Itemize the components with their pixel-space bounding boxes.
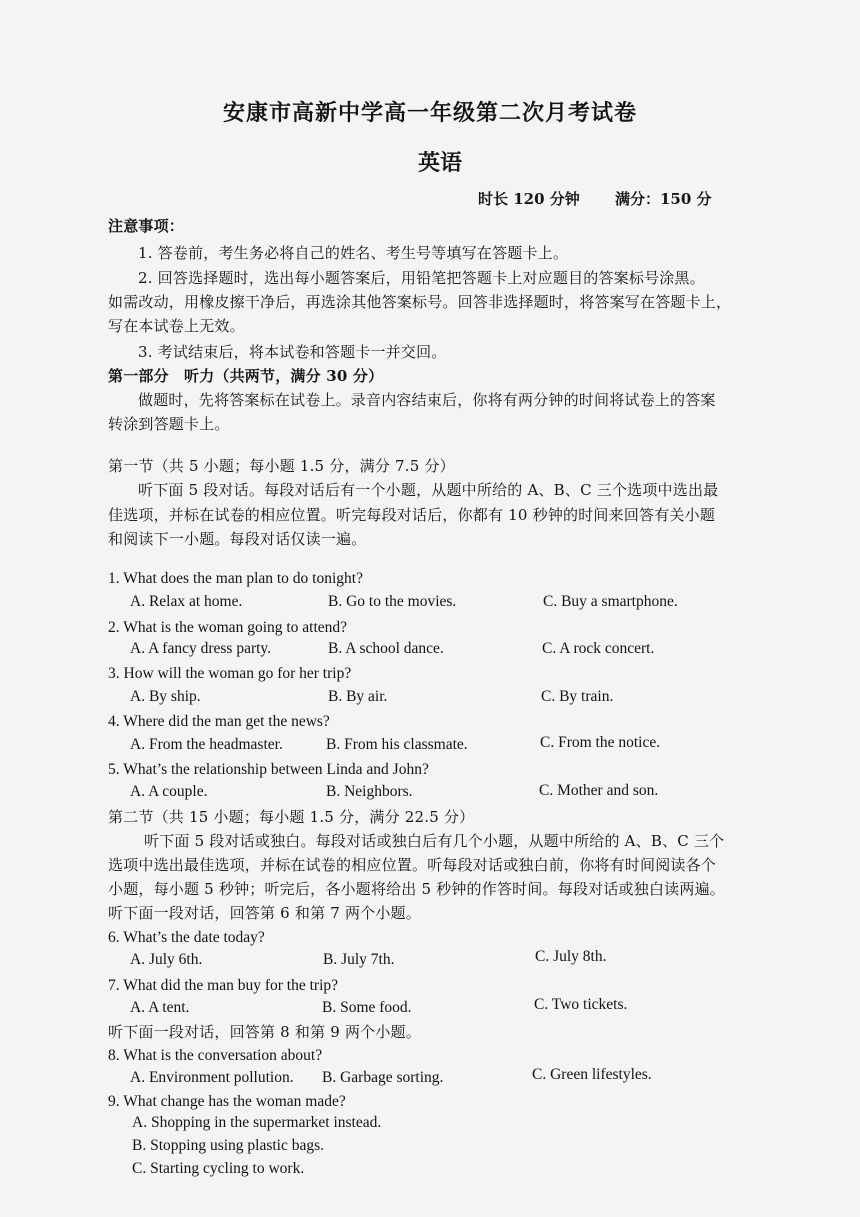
section2-instr-line-1: 听下面 5 段对话或独白。每段对话或独白后有几个小题，从题中所给的 A、B、C 三个 xyxy=(144,832,725,850)
q3-option-c: C. By train. xyxy=(541,688,614,705)
q6-option-c: C. July 8th. xyxy=(535,948,607,965)
section2-heading: 第二节（共 15 小题；每小题 1.5 分，满分 22.5 分） xyxy=(108,808,475,826)
question-6: 6. What’s the date today? xyxy=(108,929,265,946)
q9-option-b: B. Stopping using plastic bags. xyxy=(132,1137,325,1154)
q8-option-c: C. Green lifestyles. xyxy=(532,1066,652,1083)
question-1: 1. What does the man plan to do tonight? xyxy=(108,570,363,587)
q6-option-a: A. July 6th. xyxy=(130,951,203,968)
q4-option-b: B. From his classmate. xyxy=(326,736,468,753)
q4-option-c: C. From the notice. xyxy=(540,734,661,751)
q3-option-a: A. By ship. xyxy=(130,688,201,705)
exam-full-score: 满分：150 分 xyxy=(615,190,712,208)
q1-option-a: A. Relax at home. xyxy=(130,593,243,610)
part1-heading: 第一部分 听力（共两节，满分 30 分） xyxy=(108,367,384,385)
exam-meta xyxy=(478,188,712,209)
question-5: 5. What’s the relationship between Linda and John? xyxy=(108,761,429,778)
q7-option-c: C. Two tickets. xyxy=(534,996,628,1013)
exam-duration: 时长 120 分钟 xyxy=(478,190,580,208)
q7-option-a: A. A tent. xyxy=(130,999,190,1016)
question-7: 7. What did the man buy for the trip? xyxy=(108,977,339,994)
part1-intro-line-2: 转涂到答题卡上。 xyxy=(108,415,230,433)
q1-option-c: C. Buy a smartphone. xyxy=(543,593,678,610)
q3-option-b: B. By air. xyxy=(328,688,388,705)
q2-option-b: B. A school dance. xyxy=(328,640,444,657)
q8-option-b: B. Garbage sorting. xyxy=(322,1069,444,1086)
question-3: 3. How will the woman go for her trip? xyxy=(108,665,352,682)
q5-option-a: A. A couple. xyxy=(130,783,208,800)
part1-intro-line-1: 做题时，先将答案标在试卷上。录音内容结束后，你将有两分钟的时间将试卷上的答案 xyxy=(138,391,716,409)
section2-instr-line-3: 小题，每小题 5 秒钟；听完后，各小题将给出 5 秒钟的作答时间。每段对话或独白读两遍。 xyxy=(108,880,725,898)
subject-title: 英语 xyxy=(417,150,462,176)
section2-instr-line-4: 听下面一段对话，回答第 6 和第 7 两个小题。 xyxy=(108,904,421,922)
notes-item-3: 3. 考试结束后，将本试卷和答题卡一并交回。 xyxy=(138,343,447,361)
exam-title: 安康市高新中学高一年级第二次月考试卷 xyxy=(222,100,637,126)
question-8: 8. What is the conversation about? xyxy=(108,1047,323,1064)
q1-option-b: B. Go to the movies. xyxy=(328,593,457,610)
section1-instr-line-3: 和阅读下一小题。每段对话仅读一遍。 xyxy=(108,530,367,548)
q6-option-b: B. July 7th. xyxy=(323,951,395,968)
section2-instr-line-2: 选项中选出最佳选项，并标在试卷的相应位置。听每段对话或独白前，你将有时间阅读各个 xyxy=(108,856,717,874)
notes-item-2-line-1: 2. 回答选择题时，选出每小题答案后，用铅笔把答题卡上对应题目的答案标号涂黑。 xyxy=(138,269,705,287)
section1-heading: 第一节（共 5 小题；每小题 1.5 分，满分 7.5 分） xyxy=(108,457,455,475)
q5-option-b: B. Neighbors. xyxy=(326,783,413,800)
question-4: 4. Where did the man get the news? xyxy=(108,713,330,730)
q5-option-c: C. Mother and son. xyxy=(539,782,659,799)
section2-instr-q8-9: 听下面一段对话，回答第 8 和第 9 两个小题。 xyxy=(108,1023,421,1041)
notes-item-2-line-3: 写在本试卷上无效。 xyxy=(108,317,245,335)
section1-instr-line-1: 听下面 5 段对话。每段对话后有一个小题，从题中所给的 A、B、C 三个选项中选出最 xyxy=(138,481,719,499)
q8-option-a: A. Environment pollution. xyxy=(130,1069,294,1086)
q9-option-c: C. Starting cycling to work. xyxy=(132,1160,305,1177)
q7-option-b: B. Some food. xyxy=(322,999,412,1016)
question-2: 2. What is the woman going to attend? xyxy=(108,619,348,636)
q2-option-c: C. A rock concert. xyxy=(542,640,655,657)
q2-option-a: A. A fancy dress party. xyxy=(130,640,272,657)
section1-instr-line-2: 佳选项，并标在试卷的相应位置。听完每段对话后，你都有 10 秒钟的时间来回答有关小题 xyxy=(108,506,716,524)
q4-option-a: A. From the headmaster. xyxy=(130,736,283,753)
notes-item-1: 1. 答卷前，考生务必将自己的姓名、考生号等填写在答题卡上。 xyxy=(138,244,569,262)
question-9: 9. What change has the woman made? xyxy=(108,1093,346,1110)
notes-heading: 注意事项： xyxy=(108,217,185,235)
q9-option-a: A. Shopping in the supermarket instead. xyxy=(132,1114,382,1131)
notes-item-2-line-2: 如需改动，用橡皮擦干净后，再选涂其他答案标号。回答非选择题时，将答案写在答题卡上， xyxy=(108,293,732,311)
